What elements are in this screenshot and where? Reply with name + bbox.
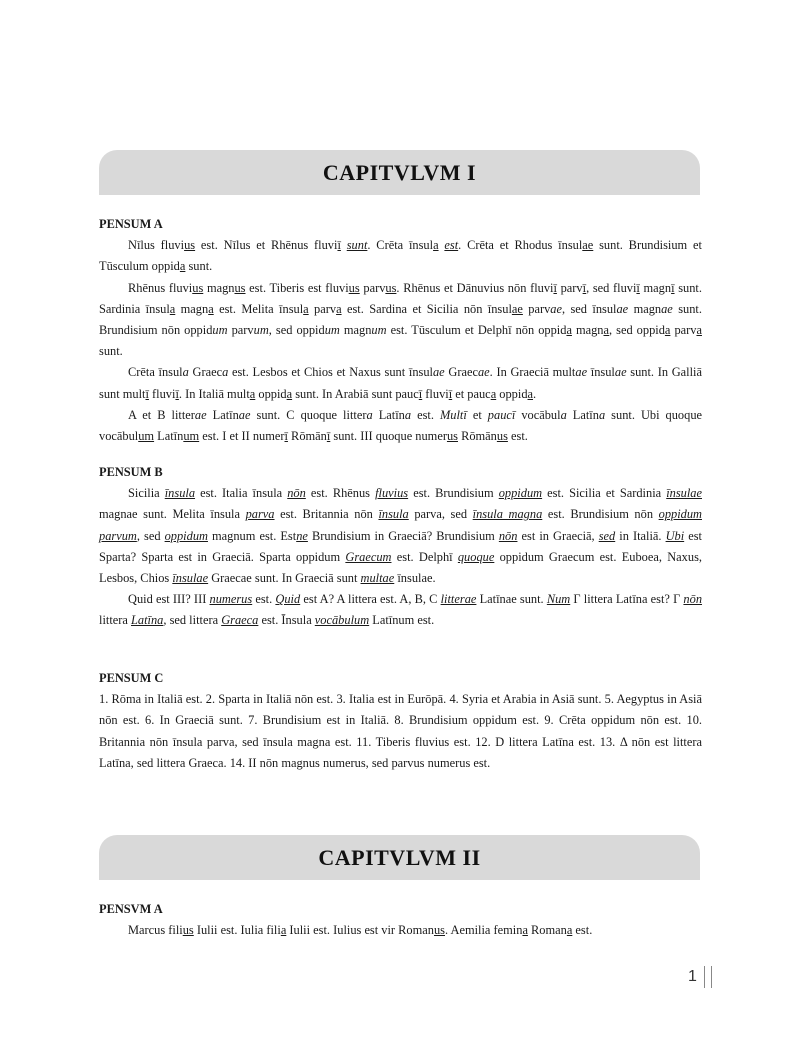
section-title: PENSUM B <box>99 465 163 479</box>
section-title: PENSVM A <box>99 902 163 916</box>
page-marker-bars <box>704 966 712 988</box>
chapter-banner <box>99 835 700 880</box>
section-title: PENSUM A <box>99 217 163 231</box>
chapter-title: CAPITVLVM I <box>322 159 477 185</box>
exercise-paragraph: Quid est III? III numerus est. Quid est A? A littera est. A, B, C litterae Latīnae sunt. Num Γ littera Latīna est? Γ nōn littera Latīna, sed littera Graeca est. Īnsula vocābulum Latīnum est. <box>99 592 703 628</box>
section-title: PENSUM C <box>99 671 164 685</box>
exercise-paragraph: Nīlus fluvius est. Nīlus et Rhēnus fluviī sunt. Crēta īnsula est. Crēta et Rhodus īnsulae sunt. Brundisium et Tūsculum oppida sunt. <box>99 238 702 274</box>
chapter-banner <box>99 150 700 195</box>
pensum-b-section <box>99 462 702 632</box>
pensvm-a-section <box>99 899 702 941</box>
pensum-a-section <box>99 214 702 447</box>
chapter-title: CAPITVLVM II <box>318 844 481 870</box>
exercise-paragraph: A et B litterae Latīnae sunt. C quoque littera Latīna est. Multī et paucī vocābula Latīna sunt. Ubi quoque vocābulum Latīnum est. I et II numerī Rōmānī sunt. III quoque numerus Rōmānus est. <box>99 407 703 444</box>
pensum-c-section <box>99 668 702 774</box>
exercise-paragraph: Sicilia īnsula est. Italia īnsula nōn est. Rhēnus fluvius est. Brundisium oppidum est. Sicilia et Sardinia īnsulae magnae sunt. Melita īnsula parva est. Britannia nōn īnsula parva, sed īnsula magna est. Brundisium nōn oppidum parvum, sed oppidum magnum est. Estne Brundisium in Graeciā? Brundisium nōn est in Graeciā, sed in Italiā. Ubi est Sparta? Sparta est in Graeciā. Sparta oppidum Graecum est. Delphī quoque oppidum Graecum est. Euboea, Naxus, Lesbos, Chios īnsulae Graecae sunt. In Graeciā sunt multae īnsulae. <box>99 486 702 586</box>
page-number: 1 <box>688 968 697 985</box>
exercise-paragraph: Crēta īnsula Graeca est. Lesbos et Chios et Naxus sunt īnsulae Graecae. In Graeciā multae īnsulae sunt. In Galliā sunt multī fluviī. In Italiā multa oppida sunt. In Arabiā sunt paucī fluviī et pauca oppida. <box>99 365 702 401</box>
exercise-paragraph: Rhēnus fluvius magnus est. Tiberis est fluvius parvus. Rhēnus et Dānuvius nōn fluviī parvī, sed fluviī magnī sunt. Sardinia īnsula magna est. Melita īnsula parva est. Sardina et Sicilia nōn īnsulae parvae, sed īnsulae magnae sunt. Brundisium nōn oppidum parvum, sed oppidum magnum est. Tūsculum et Delphī nōn oppida magna, sed oppida parva sunt. <box>99 280 702 359</box>
exercise-paragraph: Marcus filius Iulii est. Iulia filia Iulii est. Iulius est vir Romanus. Aemilia femina Romana est. <box>128 923 593 938</box>
exercise-paragraph: 1. Rōma in Italiā est. 2. Sparta in Italiā nōn est. 3. Italia est in Eurōpā. 4. Syria et Arabia in Asiā sunt. 5. Aegyptus in Asiā nōn est. 6. In Graeciā sunt. 7. Brundisium est in Italiā. 8. Brundisium oppidum est. 9. Crēta oppidum nōn est. 10. Britannia nōn īnsula parva, sed īnsula magna est. 11. Tiberis fluvius est. 12. D littera Latīna est. 13. Δ nōn est littera Latīna, sed littera Graeca. 14. II nōn magnus numerus, sed parvus numerus est. <box>99 692 702 770</box>
